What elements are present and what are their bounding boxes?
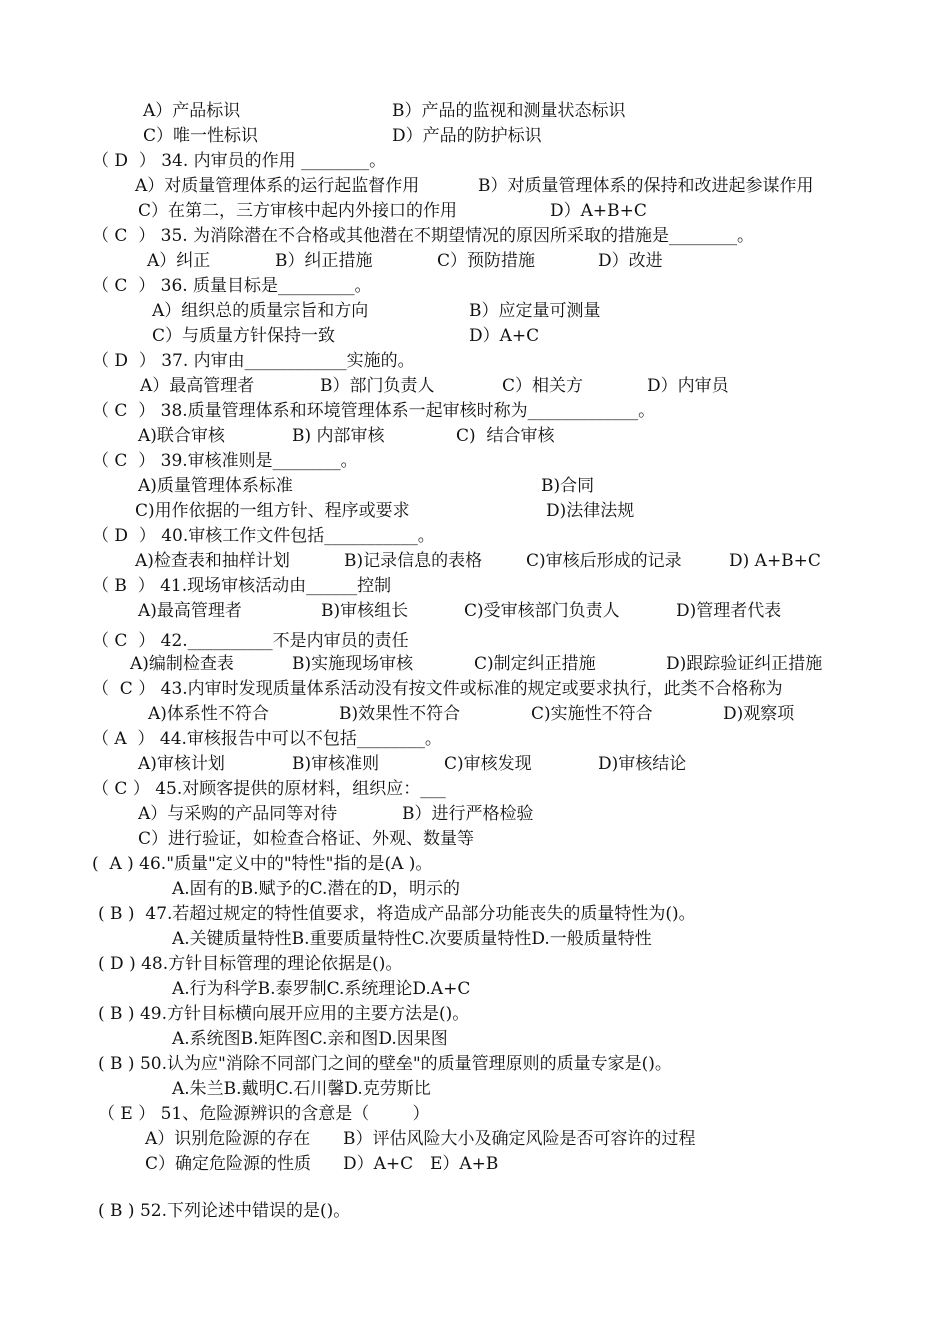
option-text: A）对质量管理体系的运行起监督作用 bbox=[135, 176, 420, 196]
option-text: B)效果性不符合 bbox=[339, 704, 461, 724]
option-text: C）确定危险源的性质 bbox=[145, 1154, 312, 1174]
question-45: （ C ） 45.对顾客提供的原材料，组织应：___ bbox=[92, 779, 446, 799]
option-text: D)观察项 bbox=[723, 704, 795, 724]
option-text: C)制定纠正措施 bbox=[474, 654, 596, 674]
option-text: D）A+C bbox=[343, 1154, 414, 1174]
option-text: A)最高管理者 bbox=[138, 601, 242, 621]
question-40: （ D ） 40.审核工作文件包括___________。 bbox=[92, 526, 435, 546]
option-text: A)检查表和抽样计划 bbox=[135, 551, 290, 571]
option-text: A）最高管理者 bbox=[140, 376, 255, 396]
option-text: C）唯一性标识 bbox=[143, 126, 259, 146]
question-42: （ C ） 42.__________不是内审员的责任 bbox=[92, 631, 409, 651]
option-text: A.固有的B.赋予的C.潜在的D，明示的 bbox=[172, 879, 461, 899]
option-text: E）A+B bbox=[430, 1154, 499, 1174]
option-text: B）产品的监视和测量状态标识 bbox=[392, 101, 626, 121]
question-39: （ C ） 39.审核准则是________。 bbox=[92, 451, 358, 471]
option-text: B）进行严格检验 bbox=[402, 804, 534, 824]
option-text: D）改进 bbox=[598, 251, 663, 271]
option-text: A）产品标识 bbox=[143, 101, 241, 121]
option-text: A）识别危险源的存在 bbox=[145, 1129, 311, 1149]
question-48: ( D ) 48.方针目标管理的理论依据是()。 bbox=[98, 954, 403, 974]
option-text: C)审核发现 bbox=[444, 754, 532, 774]
option-text: B)实施现场审核 bbox=[292, 654, 414, 674]
option-text: B)审核准则 bbox=[292, 754, 380, 774]
option-text: B）对质量管理体系的保持和改进起参谋作用 bbox=[478, 176, 814, 196]
option-text: B)记录信息的表格 bbox=[344, 551, 483, 571]
question-43: （ C ） 43.内审时发现质量体系活动没有按文件或标准的规定或要求执行，此类不合格称为 bbox=[92, 679, 783, 699]
option-text: A)联合审核 bbox=[138, 426, 225, 446]
option-text: B)审核组长 bbox=[321, 601, 409, 621]
option-text: D)跟踪验证纠正措施 bbox=[666, 654, 823, 674]
option-text: C)用作依据的一组方针、程序或要求 bbox=[135, 501, 410, 521]
question-37: （ D ） 37. 内审由____________实施的。 bbox=[92, 351, 415, 371]
option-text: D)管理者代表 bbox=[676, 601, 782, 621]
question-46: ( A ) 46."质量"定义中的"特性"指的是(A )。 bbox=[92, 854, 433, 874]
question-41: （ B ） 41.现场审核活动由______控制 bbox=[92, 576, 392, 596]
option-text: B）应定量可测量 bbox=[469, 301, 601, 321]
option-text: C)审核后形成的记录 bbox=[526, 551, 682, 571]
option-text: B)合同 bbox=[541, 476, 595, 496]
option-text: C）相关方 bbox=[502, 376, 584, 396]
option-text: C)实施性不符合 bbox=[531, 704, 653, 724]
option-text: C）预防措施 bbox=[437, 251, 536, 271]
option-text: A.系统图B.矩阵图C.亲和图D.因果图 bbox=[172, 1029, 448, 1049]
question-50: ( B ) 50.认为应"消除不同部门之间的壁垒"的质量管理原则的质量专家是()。 bbox=[98, 1054, 672, 1074]
option-text: B）纠正措施 bbox=[275, 251, 373, 271]
option-text: A)体系性不符合 bbox=[148, 704, 269, 724]
question-35: （ C ） 35. 为消除潜在不合格或其他潜在不期望情况的原因所采取的措施是________。 bbox=[92, 226, 755, 246]
option-text: B）部门负责人 bbox=[320, 376, 435, 396]
question-52: ( B ) 52.下列论述中错误的是()。 bbox=[98, 1201, 351, 1221]
question-36: （ C ） 36. 质量目标是_________。 bbox=[92, 276, 372, 296]
option-text: C）与质量方针保持一致 bbox=[152, 326, 336, 346]
option-text: A）组织总的质量宗旨和方向 bbox=[152, 301, 369, 321]
option-text: D)审核结论 bbox=[598, 754, 687, 774]
question-51: （ E ） 51、危险源辨识的含意是（ ） bbox=[98, 1104, 430, 1124]
question-44: （ A ） 44.审核报告中可以不包括________。 bbox=[92, 729, 442, 749]
option-text: B）评估风险大小及确定风险是否可容许的过程 bbox=[343, 1129, 696, 1149]
option-text: D）内审员 bbox=[647, 376, 729, 396]
option-text: A.行为科学B.泰罗制C.系统理论D.A+C bbox=[172, 979, 471, 999]
option-text: C)受审核部门负责人 bbox=[464, 601, 620, 621]
question-38: （ C ） 38.质量管理体系和环境管理体系一起审核时称为_____________。 bbox=[92, 401, 656, 421]
option-text: D) A+B+C bbox=[729, 551, 821, 571]
option-text: A.关键质量特性B.重要质量特性C.次要质量特性D.一般质量特性 bbox=[172, 929, 652, 949]
option-text: D）A+C bbox=[469, 326, 540, 346]
option-text: A)质量管理体系标准 bbox=[138, 476, 293, 496]
option-text: A)审核计划 bbox=[138, 754, 225, 774]
option-text: C）进行验证，如检查合格证、外观、数量等 bbox=[138, 829, 475, 849]
question-47: ( B ) 47.若超过规定的特性值要求，将造成产品部分功能丧失的质量特性为()。 bbox=[98, 904, 696, 924]
question-34: （ D ） 34. 内审员的作用 ________。 bbox=[92, 151, 387, 171]
option-text: A）与采购的产品同等对待 bbox=[138, 804, 338, 824]
option-text: D）产品的防护标识 bbox=[392, 126, 542, 146]
option-text: A)编制检查表 bbox=[130, 654, 234, 674]
option-text: B) 内部审核 bbox=[292, 426, 385, 446]
option-text: D)法律法规 bbox=[546, 501, 635, 521]
question-49: ( B ) 49.方针目标横向展开应用的主要方法是()。 bbox=[98, 1004, 470, 1024]
option-text: A.朱兰B.戴明C.石川馨D.克劳斯比 bbox=[172, 1079, 431, 1099]
option-text: D）A+B+C bbox=[550, 201, 647, 221]
option-text: C) 结合审核 bbox=[456, 426, 555, 446]
option-text: C）在第二，三方审核中起内外接口的作用 bbox=[138, 201, 458, 221]
option-text: A）纠正 bbox=[147, 251, 211, 271]
